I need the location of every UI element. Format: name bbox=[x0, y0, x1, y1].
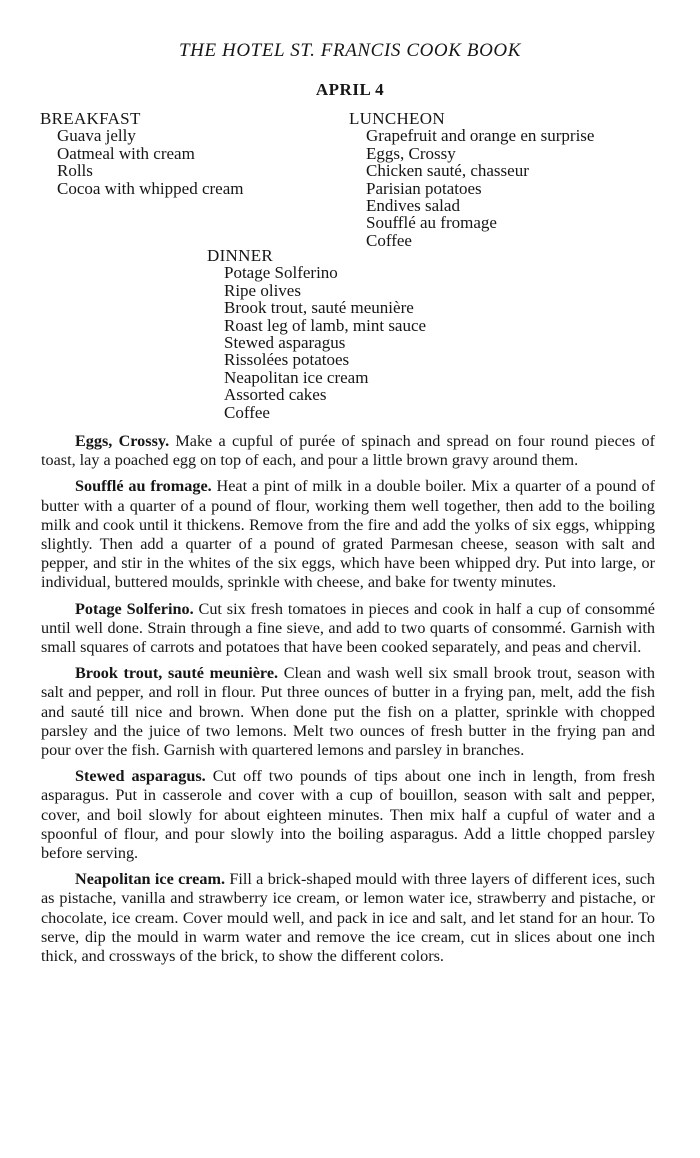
dinner-menu bbox=[207, 247, 426, 421]
dinner-heading: DINNER bbox=[207, 246, 274, 265]
recipe-name: Soufflé au fromage. bbox=[75, 477, 212, 496]
breakfast-heading: BREAKFAST bbox=[40, 109, 141, 128]
recipe-text: Cut off two pounds of tips about one inch in length, from fresh asparagus. Put in casserole and cover with a cup of bouillon, season with salt and pepper, cover, and boil slowly for about eighteen minutes. Then mix half a cupful of water and a spoonful of flour, and pour slowly into the boiling asparagus. Add a little chopped parsley before serving. bbox=[41, 767, 656, 863]
recipe-paragraph bbox=[41, 767, 655, 863]
dinner-items bbox=[207, 264, 426, 421]
recipe-paragraph bbox=[41, 870, 655, 966]
menu-item: Endives salad bbox=[366, 196, 460, 216]
menu-item: Eggs, Crossy bbox=[366, 143, 456, 163]
recipe-paragraph bbox=[41, 664, 655, 760]
menu-item: Parisian potatoes bbox=[366, 178, 482, 198]
recipe-name: Eggs, Crossy. bbox=[75, 432, 170, 450]
menu-item: Coffee bbox=[366, 230, 412, 250]
recipes-section bbox=[41, 432, 655, 973]
menu-item: Guava jelly bbox=[57, 126, 136, 146]
menu-item: Assorted cakes bbox=[224, 385, 327, 405]
menu-item: Stewed asparagus bbox=[224, 333, 346, 353]
menu-date: APRIL 4 bbox=[315, 80, 385, 99]
breakfast-items bbox=[40, 127, 243, 197]
recipe-text: Cut six fresh tomatoes in pieces and cook in half a cup of consommé until well done. Strain through a fine sieve, and add to two quarts of consommé. Garnish with small squares of carrots and potatoes that have been cooked separately, and peas and chervil. bbox=[41, 599, 655, 657]
menu-item: Rissolées potatoes bbox=[224, 350, 350, 370]
recipe-name: Potage Solferino. bbox=[75, 599, 194, 618]
menu-item: Soufflé au fromage bbox=[366, 213, 497, 233]
luncheon-items bbox=[349, 127, 594, 249]
recipe-text: Clean and wash well six small brook trout, season with salt and pepper, and roll in flour. Put three ounces of butter in a frying pan, melt, add the fish and sauté till nice and brown. When done put the fish on a platter, sprinkle with chopped parsley and the juice of two lemons. Melt two ounces of fresh butter in the frying pan and pour over the fish. Garnish with quartered lemons and parsley in branches. bbox=[41, 664, 655, 760]
menu-item: Oatmeal with cream bbox=[57, 143, 195, 163]
recipe-paragraph bbox=[41, 600, 655, 658]
menu-item: Neapolitan ice cream bbox=[224, 367, 369, 387]
menu-item: Brook trout, sauté meunière bbox=[224, 298, 414, 318]
recipe-name: Brook trout, sauté meunière. bbox=[75, 664, 279, 683]
menu-item: Roast leg of lamb, mint sauce bbox=[224, 315, 427, 335]
recipe-name: Stewed asparagus. bbox=[75, 767, 206, 786]
menu-item: Ripe olives bbox=[224, 280, 301, 300]
breakfast-menu bbox=[40, 110, 243, 197]
luncheon-menu bbox=[349, 110, 594, 249]
menu-item: Cocoa with whipped cream bbox=[57, 178, 244, 198]
recipe-text: Make a cupful of purée of spinach and spread on four round pieces of toast, lay a poached egg on top of each, and pour a little brown gravy around them. bbox=[41, 432, 656, 470]
recipe-name: Neapolitan ice cream. bbox=[75, 870, 225, 889]
recipe-paragraph bbox=[41, 477, 655, 592]
recipe-paragraph bbox=[41, 432, 655, 470]
menu-item: Coffee bbox=[224, 402, 270, 422]
luncheon-heading: LUNCHEON bbox=[349, 109, 445, 128]
running-title: THE HOTEL ST. FRANCIS COOK BOOK bbox=[179, 40, 521, 61]
recipe-text: Fill a brick-shaped mould with three layers of different ices, such as pistache, vanilla and strawberry ice cream, or lemon water ice, strawberry and pistache, or chocolate, ice cream. Cover mould well, and pack in ice and salt, and let stand for an hour. To serve, dip the mould in warm water and remove the ice cream, cut in slices about one inch thick, and crossways of the brick, to show the different colors. bbox=[41, 870, 656, 966]
menu-item: Rolls bbox=[57, 161, 93, 181]
menu-item: Grapefruit and orange en surprise bbox=[366, 126, 595, 146]
menu-item: Potage Solferino bbox=[224, 263, 338, 283]
menu-item: Chicken sauté, chasseur bbox=[366, 161, 529, 181]
recipe-text: Heat a pint of milk in a double boiler. Mix a quarter of a pound of butter with a quarter of a pound of flour, working them well together, then add to the boiling milk and cook until it thickens. Remove from the fire and add the yolks of six eggs, whipping slightly. Then add a quarter of a pound of grated Parmesan cheese, season with salt and pepper, and stir in the whites of the six eggs, which have been whipped dry. Put into large, or individual, buttered moulds, sprinkle with cheese, and bake for twenty minutes. bbox=[41, 477, 655, 592]
